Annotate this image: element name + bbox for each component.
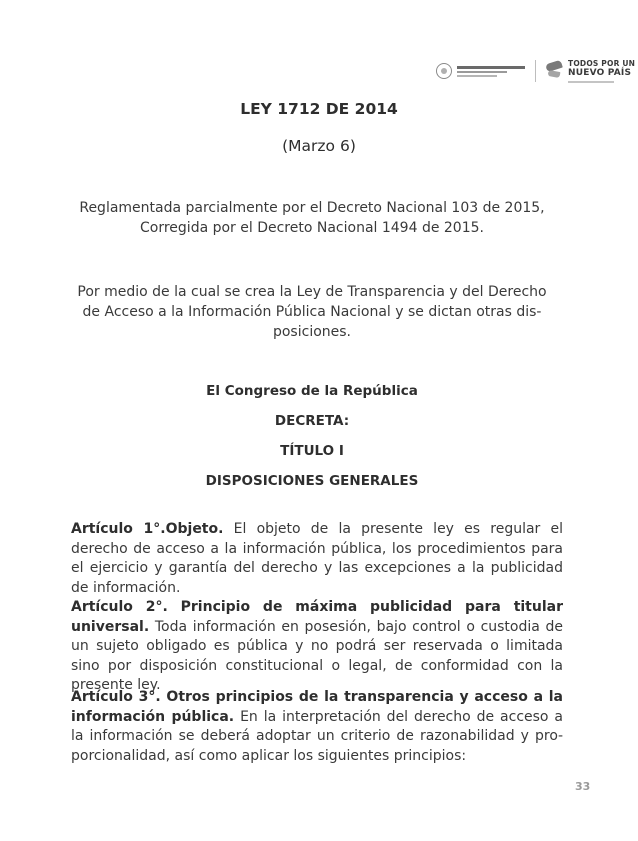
todos-por-un-nuevo-pais-logo — [568, 60, 635, 83]
regulation-line-1: Reglamentada parcialmente por el Decreto Nacional 103 de 2015, — [79, 200, 545, 216]
article-body: En la interpretación del derecho de acceso a la información se deberá adoptar un criterio de razonabilidad y proporcionalidad, así como aplicar los siguientes principios: — [71, 708, 563, 764]
article-body: El objeto de la presente ley es regular el derecho de acceso a la información pública, los procedimientos para el ejercicio y garantía del derecho y las excepciones a la publicidad de información. — [71, 521, 564, 596]
article-heading: Artículo 2°. Principio de máxima publicidad para titular universal. — [71, 599, 563, 635]
article-3 — [71, 688, 563, 766]
decrees-heading: DECRETA: — [274, 413, 350, 429]
purpose-line-3: posiciones. — [272, 324, 352, 340]
purpose-line-2: de Acceso a la Información Pública Nacional y se dictan otras dis- — [82, 304, 542, 320]
logo-line-2: NUEVO PAÍS — [568, 67, 632, 78]
purpose-line-1: Por medio de la cual se crea la Ley de Transparencia y del Derecho — [77, 284, 547, 300]
secretaria-transparencia-logo — [457, 66, 527, 77]
article-body: Toda información en posesión, bajo control o custodia de un sujeto obligado es pública y no podrá ser reservada o limitada sino por disposición constitucional o legal, de conformidad con la presente ley. — [71, 618, 564, 693]
title-number: TÍTULO I — [280, 443, 344, 459]
title-name: DISPOSICIONES GENERALES — [205, 473, 419, 489]
coat-of-arms-icon — [436, 63, 452, 79]
article-heading: Artículo 1°.Objeto. — [71, 521, 224, 537]
law-title: LEY 1712 DE 2014 — [240, 100, 398, 118]
logo-divider — [535, 60, 536, 82]
page-number: 33 — [575, 780, 591, 793]
article-1 — [71, 520, 563, 598]
bird-logo-icon — [544, 60, 564, 82]
logo-line-1: TODOS POR UN — [568, 59, 636, 68]
article-2 — [71, 598, 563, 696]
law-date: (Marzo 6) — [282, 137, 356, 155]
decree-headings — [62, 376, 562, 496]
regulation-line-2: Corregida por el Decreto Nacional 1494 de 2015. — [140, 220, 484, 236]
header-logos — [436, 60, 635, 83]
congress-heading: El Congreso de la República — [206, 383, 418, 399]
regulation-note — [62, 198, 562, 238]
article-heading: Artículo 3°. Otros principios de la transparencia y acceso a la información pública. — [71, 689, 563, 725]
law-purpose — [62, 282, 562, 342]
